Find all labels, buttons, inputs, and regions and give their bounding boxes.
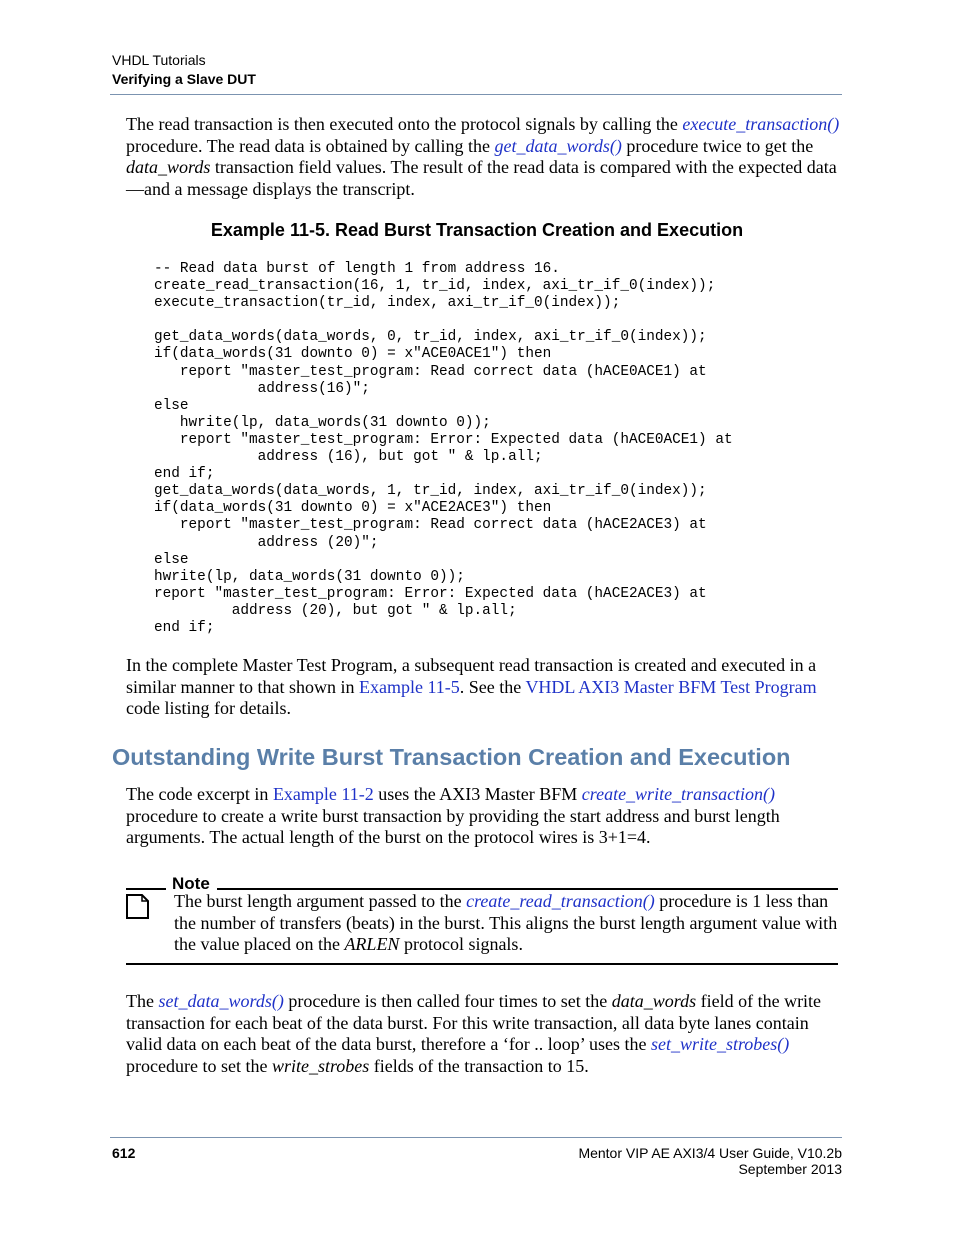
emphasis-data-words: data_words: [126, 157, 211, 177]
header-rule: [110, 94, 842, 95]
text: uses the AXI3 Master BFM: [373, 784, 582, 804]
emphasis-write-strobes: write_strobes: [271, 1055, 370, 1076]
paragraph-set-data-words: [126, 991, 840, 1077]
link-create-write-transaction[interactable]: create_write_transaction(): [581, 784, 776, 804]
header-section: Verifying a Slave DUT: [112, 71, 256, 87]
text: field of the write transaction for each beat of the data burst. For this write transaction, all data byte lanes contain valid data on each beat of the data burst, therefore a ‘for .. loop’ uses the: [126, 991, 822, 1054]
text: procedure is 1 less than the number of transfers (beats) in the burst. This aligns the burst length argument value with the value placed on the: [174, 891, 838, 954]
link-create-read-transaction[interactable]: create_read_transaction(): [466, 891, 655, 911]
text: transaction field values. The result of the read data is compared with the expected data—and a message displays the transcript.: [126, 157, 837, 199]
note-rule-right: [217, 888, 838, 890]
page-number: 612: [112, 1145, 136, 1161]
link-vhdl-axi3-master-bfm-test-program[interactable]: VHDL AXI3 Master BFM Test Program: [525, 676, 817, 697]
text: In the complete Master Test Program, a subsequent read transaction is created and executed in a similar manner to that shown in: [126, 655, 817, 697]
link-set-data-words[interactable]: set_data_words(): [158, 991, 284, 1011]
link-set-write-strobes[interactable]: set_write_strobes(): [650, 1034, 790, 1054]
text: . See the: [459, 676, 526, 697]
text: code listing for details.: [126, 698, 291, 718]
text: procedure to set the: [126, 1055, 272, 1076]
link-execute-transaction[interactable]: execute_transaction(): [682, 114, 840, 134]
doc-title: Mentor VIP AE AXI3/4 User Guide, V10.2b: [578, 1145, 842, 1161]
note-icon: [126, 894, 150, 920]
code-listing: -- Read data burst of length 1 from address 16. create_read_transaction(16, 1, tr_id, index, axi_tr_if_0(index)); execute_transaction(tr_id, index, axi_tr_if_0(index)); get_data_words(data_words, 0, tr_id, index, axi_tr_if_0(index)); if(data_words(31 downto 0) = x"ACE0ACE1") then report "master_test_program: Read correct data (hACE0ACE1) at address(16)"; else hwrite(lp, data_words(31 downto 0)); report "master_test_program: Error: Expected data (hACE0ACE1) at address (16), but got " & lp.all; end if; get_data_words(data_words, 1, tr_id, index, axi_tr_if_0(index)); if(data_words(31 downto 0) = x"ACE2ACE3") then report "master_test_program: Read correct data (hACE2ACE3) at address (20)"; else hwrite(lp, data_words(31 downto 0)); report "master_test_program: Error: Expected data (hACE2ACE3) at address (20), but got " & lp.all; end if;: [154, 261, 733, 636]
text: procedure to create a write burst transaction by providing the start address and burst length arguments. The actual length of the burst on the protocol wires is 3+1=4.: [126, 805, 780, 847]
paragraph-read-transaction: [126, 114, 840, 200]
note-rule-bottom: [126, 963, 838, 965]
note-label: Note: [172, 874, 210, 893]
text: The code excerpt in: [126, 784, 273, 804]
section-title: Outstanding Write Burst Transaction Creation and Execution: [112, 744, 791, 770]
link-example-11-5[interactable]: Example 11-5: [358, 676, 460, 697]
doc-date: September 2013: [738, 1161, 842, 1177]
text: procedure is then called four times to set the: [283, 991, 612, 1011]
emphasis-arlen: ARLEN: [344, 934, 400, 954]
footer-rule: [110, 1137, 842, 1138]
text: protocol signals.: [399, 934, 523, 954]
text: fields of the transaction to 15.: [369, 1055, 589, 1076]
paragraph-complete-program: [126, 655, 840, 720]
emphasis-data-words: data_words: [611, 991, 697, 1011]
link-get-data-words[interactable]: get_data_words(): [494, 135, 622, 156]
paragraph-code-excerpt: [126, 784, 840, 849]
text: The burst length argument passed to the: [174, 891, 467, 911]
note-body: [174, 891, 838, 956]
text: The read transaction is then executed onto the protocol signals by calling the: [126, 114, 683, 134]
link-example-11-2[interactable]: Example 11-2: [272, 784, 374, 804]
text: procedure twice to get the: [621, 135, 814, 156]
text: procedure. The read data is obtained by calling the: [126, 135, 495, 156]
text: The: [126, 991, 159, 1011]
footer-info: [578, 1145, 842, 1177]
example-caption: Example 11-5. Read Burst Transaction Creation and Execution: [210, 220, 744, 240]
note-rule-left: [126, 888, 166, 890]
header-chapter: VHDL Tutorials: [112, 52, 206, 68]
